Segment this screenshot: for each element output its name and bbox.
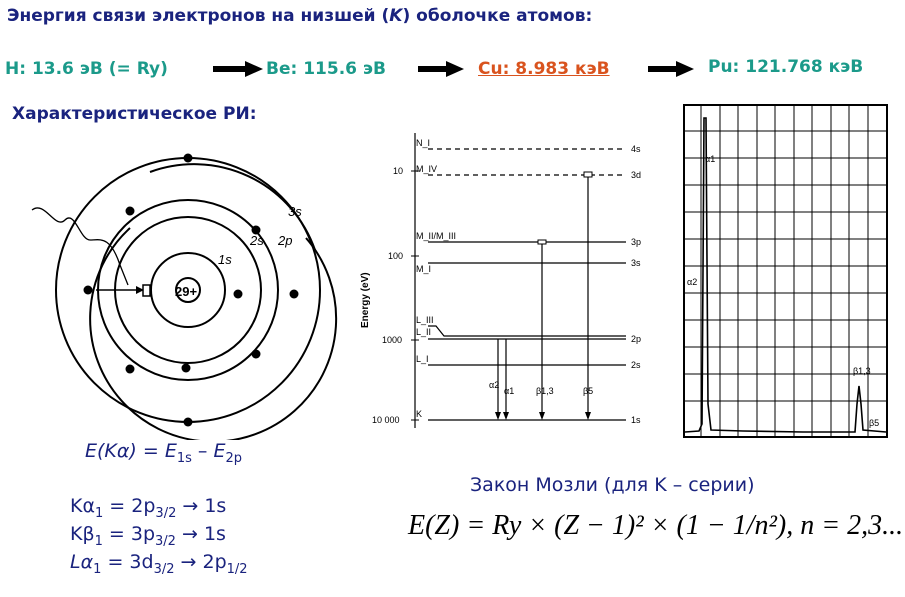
- level-label: 2s: [631, 360, 641, 370]
- transition-label: α2: [489, 380, 500, 390]
- main-equation: $E(K\alpha) = E_{1s} - E_{2p}$: [85, 440, 243, 466]
- peak-label: α2: [687, 277, 698, 287]
- level-label: L_III: [416, 315, 434, 325]
- title-text-2: ) оболочке атомов:: [402, 6, 593, 26]
- page-title: [7, 6, 592, 26]
- transition-equation: $K\beta_1 = 3p_{3/2} \to 1s$: [70, 523, 226, 549]
- transition-equation: $L\alpha_1 = 3d_{3/2} \to 2p_{1/2}$: [70, 551, 248, 577]
- level-label: L_II: [416, 327, 432, 337]
- copper-energy: Cu: 8.983 кэВ: [478, 59, 610, 79]
- plutonium-energy: Pu: 121.768 кэВ: [708, 57, 864, 77]
- level-label: 2p: [631, 334, 642, 344]
- transition-label: β5: [583, 386, 594, 396]
- tick-label: 10: [393, 166, 404, 176]
- transition-equation: $K\alpha_1 = 2p_{3/2} \to 1s$: [70, 495, 227, 521]
- arrow-icon: [213, 61, 263, 77]
- level-label: M_IV: [416, 164, 438, 174]
- title-k: K: [389, 6, 403, 26]
- nucleus-label: 29+: [175, 284, 198, 299]
- tick-label: 100: [388, 251, 404, 261]
- beryllium-energy: Be: 115.6 эВ: [266, 59, 386, 79]
- spectrum-plot: [683, 104, 889, 440]
- moseley-formula: E(Z) = Ry × (Z − 1)² × (1 − 1/n²), n = 2,3...: [408, 510, 904, 541]
- level-label: M_II/M_III: [416, 231, 457, 241]
- arrow-icon: [648, 61, 694, 77]
- peak-label: α1: [705, 154, 716, 164]
- level-label: 1s: [631, 415, 641, 425]
- shell-label: 2p: [278, 233, 293, 248]
- tick-label: 1000: [382, 335, 403, 345]
- level-label: M_I: [416, 264, 432, 274]
- peak-label: β5: [869, 418, 880, 428]
- tick-label: 10 000: [372, 415, 400, 425]
- section-subtitle: Характеристическое РИ:: [12, 104, 257, 124]
- shell-label: 1s: [218, 252, 232, 267]
- axis-label: Energy (eV): [360, 272, 371, 328]
- level-label: N_I: [416, 138, 431, 148]
- atom-diagram: [10, 140, 350, 440]
- level-label: 4s: [631, 144, 641, 154]
- arrow-icon: [418, 61, 464, 77]
- hydrogen-energy: H: 13.6 эВ (= Ry): [5, 59, 168, 79]
- peak-label: β1,3: [853, 366, 871, 376]
- level-label: K: [416, 409, 423, 419]
- title-text-1: Энергия связи электронов на низшей (: [7, 6, 390, 26]
- energy-level-diagram: [348, 128, 668, 433]
- level-label: 3p: [631, 237, 642, 247]
- shell-label: 2s: [250, 233, 264, 248]
- transition-label: β1,3: [536, 386, 554, 396]
- level-label: 3d: [631, 170, 642, 180]
- transition-label: α1: [504, 386, 515, 396]
- level-label: 3s: [631, 258, 641, 268]
- level-label: L_I: [416, 354, 429, 364]
- shell-label: 3s: [288, 204, 302, 219]
- moseley-title: Закон Мозли (для K – серии): [470, 474, 755, 496]
